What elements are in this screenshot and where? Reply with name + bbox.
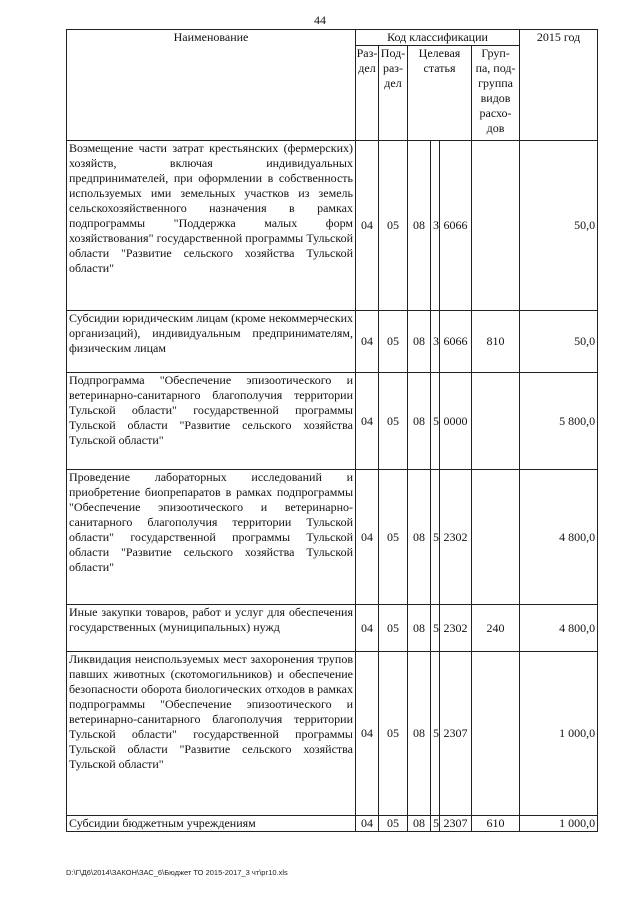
row-amount: 50,0 <box>520 141 598 311</box>
row-razdel: 04 <box>356 311 379 373</box>
row-podrazdel: 05 <box>379 605 408 652</box>
row-vr <box>472 470 520 605</box>
row-cs2: 5 <box>431 470 440 605</box>
header-name: Наименование <box>67 30 356 141</box>
row-razdel: 04 <box>356 816 379 832</box>
row-name: Подпрограмма "Обеспечение эпизоотического и ветеринарно-санитарного благополучия территории Тульской области" государственной программы Тульской области "Развитие сельского хозяйства Тульской области" <box>67 373 356 470</box>
row-cs1: 08 <box>408 373 431 470</box>
row-cs3: 2307 <box>440 652 472 816</box>
row-razdel: 04 <box>356 605 379 652</box>
row-vr <box>472 373 520 470</box>
row-amount: 5 800,0 <box>520 373 598 470</box>
row-cs3: 0000 <box>440 373 472 470</box>
row-cs3: 6066 <box>440 141 472 311</box>
row-razdel: 04 <box>356 373 379 470</box>
header-year: 2015 год <box>520 30 598 141</box>
table-row <box>67 141 598 311</box>
row-podrazdel: 05 <box>379 470 408 605</box>
row-vr: 240 <box>472 605 520 652</box>
row-cs3: 2302 <box>440 470 472 605</box>
row-amount: 4 800,0 <box>520 470 598 605</box>
row-cs3: 2307 <box>440 816 472 832</box>
row-podrazdel: 05 <box>379 816 408 832</box>
row-name: Субсидии бюджетным учреждениям <box>67 816 356 832</box>
row-razdel: 04 <box>356 470 379 605</box>
row-vr <box>472 141 520 311</box>
table-row <box>67 605 598 652</box>
row-cs1: 08 <box>408 605 431 652</box>
row-cs2: 5 <box>431 373 440 470</box>
budget-table <box>66 29 598 832</box>
file-path-footer: D:\Г\Д6\2014\ЗАКОН\ЗАС_6\Бюджет ТО 2015-2017_3 чт\рг10.xls <box>66 868 288 877</box>
header-code: Код классификации <box>356 30 520 46</box>
row-amount: 50,0 <box>520 311 598 373</box>
table-row <box>67 311 598 373</box>
row-vr: 810 <box>472 311 520 373</box>
row-cs1: 08 <box>408 652 431 816</box>
row-name: Субсидии юридическим лицам (кроме некоммерческих организаций), индивидуальным предпринимателям, физическим лицам <box>67 311 356 373</box>
header-target: Целевая статья <box>408 46 472 141</box>
row-name: Проведение лабораторных исследований и приобретение биопрепаратов в рамках подпрограммы "Обеспечение эпизоотического и ветеринарно-санитарного благополучия территории Тульской области" государственной программы Тульской области "Развитие сельского хозяйства Тульской области" <box>67 470 356 605</box>
table-row <box>67 652 598 816</box>
page-number: 44 <box>314 13 326 27</box>
table-row <box>67 470 598 605</box>
row-cs1: 08 <box>408 470 431 605</box>
row-vr <box>472 652 520 816</box>
header-section: Раз- дел <box>356 46 379 141</box>
row-cs1: 08 <box>408 816 431 832</box>
row-cs2: 5 <box>431 605 440 652</box>
row-vr: 610 <box>472 816 520 832</box>
row-razdel: 04 <box>356 141 379 311</box>
row-podrazdel: 05 <box>379 141 408 311</box>
table-row <box>67 373 598 470</box>
row-cs3: 2302 <box>440 605 472 652</box>
row-cs1: 08 <box>408 141 431 311</box>
row-podrazdel: 05 <box>379 373 408 470</box>
row-amount: 1 000,0 <box>520 652 598 816</box>
row-cs1: 08 <box>408 311 431 373</box>
table-header-row-1 <box>67 30 598 46</box>
row-podrazdel: 05 <box>379 311 408 373</box>
row-name: Возмещение части затрат крестьянских (фермерских) хозяйств, включая индивидуальных предпринимателей, при оформлении в собственность используемых ими земельных участков из земель сельскохозяйственного назначения в рамках подпрограммы "Поддержка малых форм хозяйствования" государственной программы Тульской области "Развитие сельского хозяйства Тульской области" <box>67 141 356 311</box>
row-podrazdel: 05 <box>379 652 408 816</box>
table-row <box>67 816 598 832</box>
row-cs2: 3 <box>431 311 440 373</box>
row-cs2: 5 <box>431 816 440 832</box>
row-razdel: 04 <box>356 652 379 816</box>
row-amount: 1 000,0 <box>520 816 598 832</box>
row-cs3: 6066 <box>440 311 472 373</box>
row-name: Ликвидация неиспользуемых мест захоронения трупов павших животных (скотомогильников) и обеспечение безопасности оборота биологических отходов в рамках подпрограммы "Обеспечение эпизоотического и ветеринарно-санитарного благополучия территории Тульской области" государственной программы Тульской области "Развитие сельского хозяйства Тульской области" <box>67 652 356 816</box>
row-amount: 4 800,0 <box>520 605 598 652</box>
row-cs2: 3 <box>431 141 440 311</box>
row-name: Иные закупки товаров, работ и услуг для обеспечения государственных (муниципальных) нужд <box>67 605 356 652</box>
header-group: Груп- па, под- группа видов расхо- дов <box>472 46 520 141</box>
header-subsection: Под- раз- дел <box>379 46 408 141</box>
row-cs2: 5 <box>431 652 440 816</box>
